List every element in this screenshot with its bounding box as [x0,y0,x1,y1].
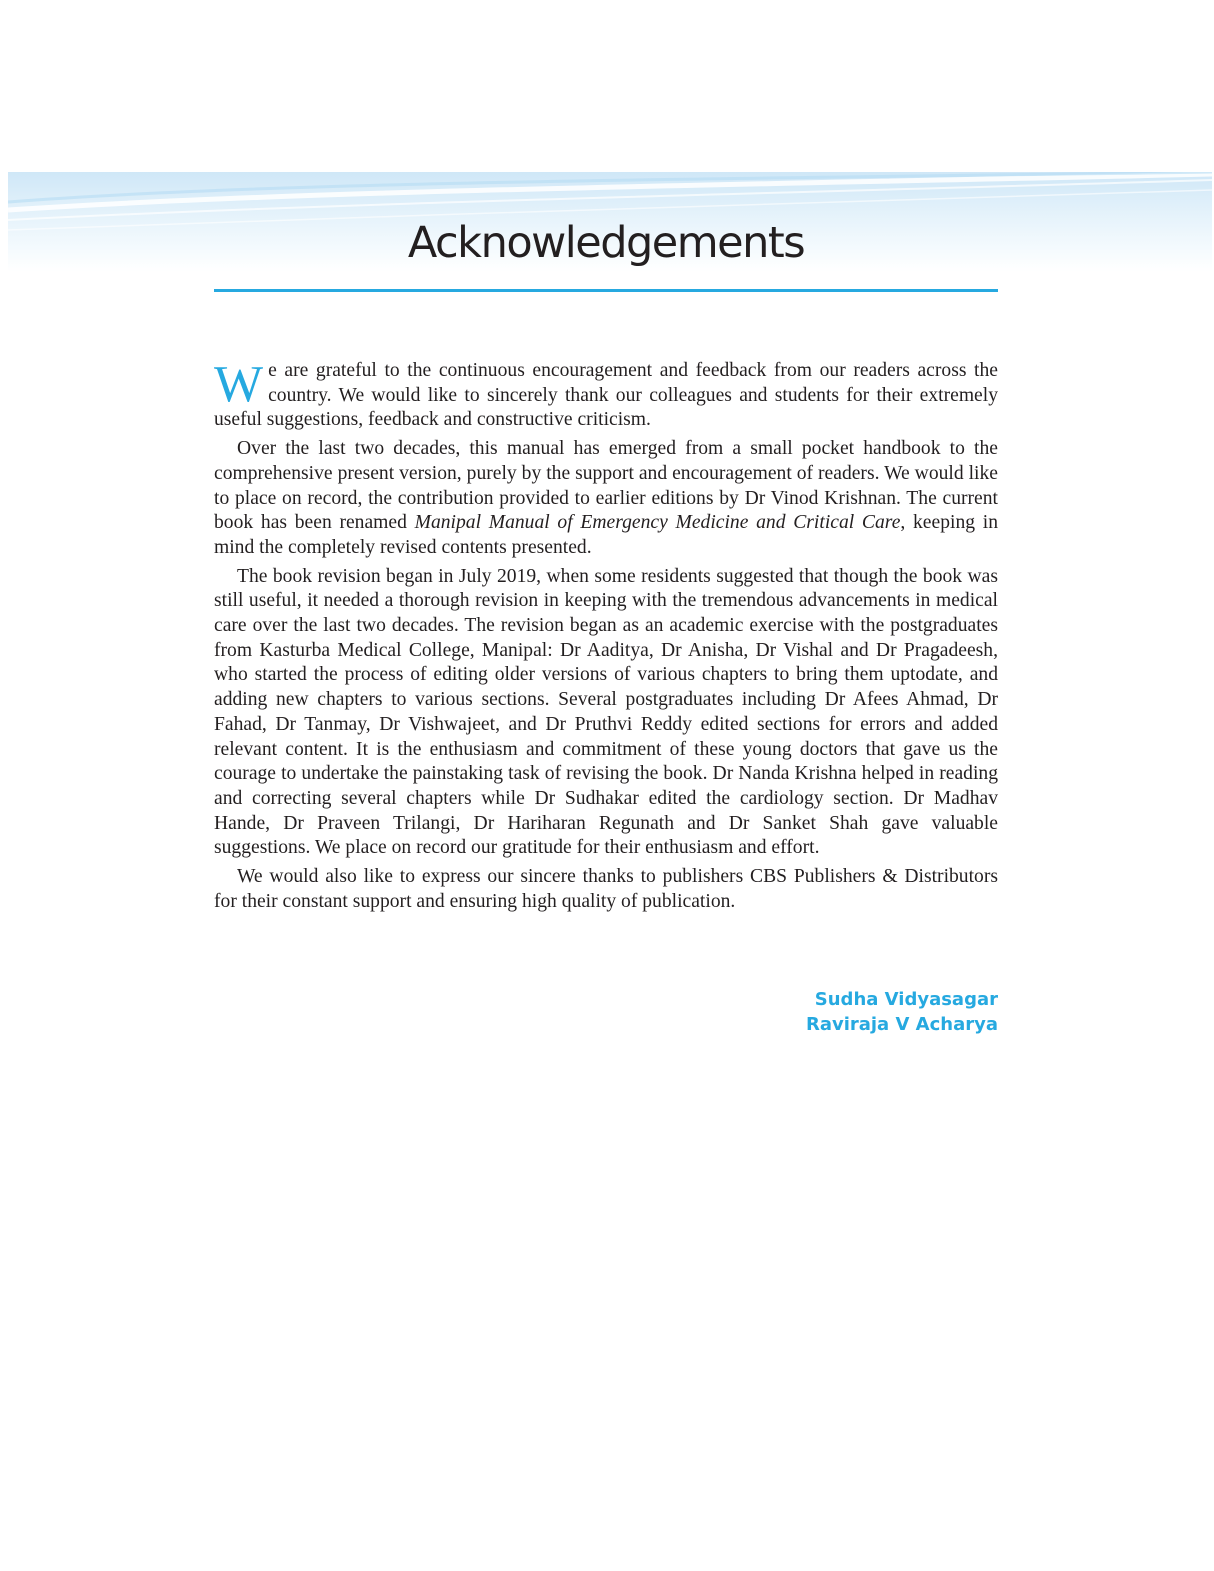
body-text [214,356,998,918]
paragraph-2-text-b: , keeping in mind the completely revised contents presented. [214,512,998,558]
author-name-2: Raviraja V Acharya [805,1014,998,1035]
signatures [614,987,998,1037]
book-title-italic: Manipal Manual of Emergency Medicine and Critical Care [414,512,901,534]
drop-cap: W [214,356,264,413]
paragraph-1 [214,356,998,433]
paragraph-1-text: e are grateful to the continuous encouragement and feedback from our readers across the country. We would like to sincerely thank our colleagues and students for their extremely useful suggestions, feedback and constructive criticism. [214,360,998,431]
author-name-1: Sudha Vidyasagar [814,989,998,1010]
paragraph-2-text-a: Over the last two decades, this manual has emerged from a small pocket handbook to the comprehensive present version, purely by the support and encouragement of readers. We would like to place on record, the contribution provided to earlier editions by Dr Vinod Krishnan. The current book has been renamed [214,438,998,534]
title-rule [214,289,998,292]
paragraph-4: We would also like to express our sincere thanks to publishers CBS Publishers & Distributors for their constant support and ensuring high quality of publication. [214,866,998,912]
page-title: Acknowledgements [407,218,805,268]
paragraph-3: The book revision began in July 2019, when some residents suggested that though the book was still useful, it needed a thorough revision in keeping with the tremendous advancements in medical care over the last two decades. The revision began as an academic exercise with the postgraduates from Kasturba Medical College, Manipal: Dr Aaditya, Dr Anisha, Dr Vishal and Dr Pragadeesh, who started the process of editing older versions of various chapters to bring them uptodate, and adding new chapters to various sections. Several postgraduates including Dr Afees Ahmad, Dr Fahad, Dr Tanmay, Dr Vishwajeet, and Dr Pruthvi Reddy edited sections for errors and added relevant content. It is the enthusiasm and commitment of these young doctors that gave us the courage to undertake the painstaking task of revising the book. Dr Nanda Krishna helped in reading and correcting several chapters while Dr Sudhakar edited the cardiology section. Dr Madhav Hande, Dr Praveen Trilangi, Dr Hariharan Regunath and Dr Sanket Shah gave valuable suggestions. We place on record our gratitude for their enthusiasm and effort. [214,565,998,859]
paragraph-2 [214,437,998,561]
